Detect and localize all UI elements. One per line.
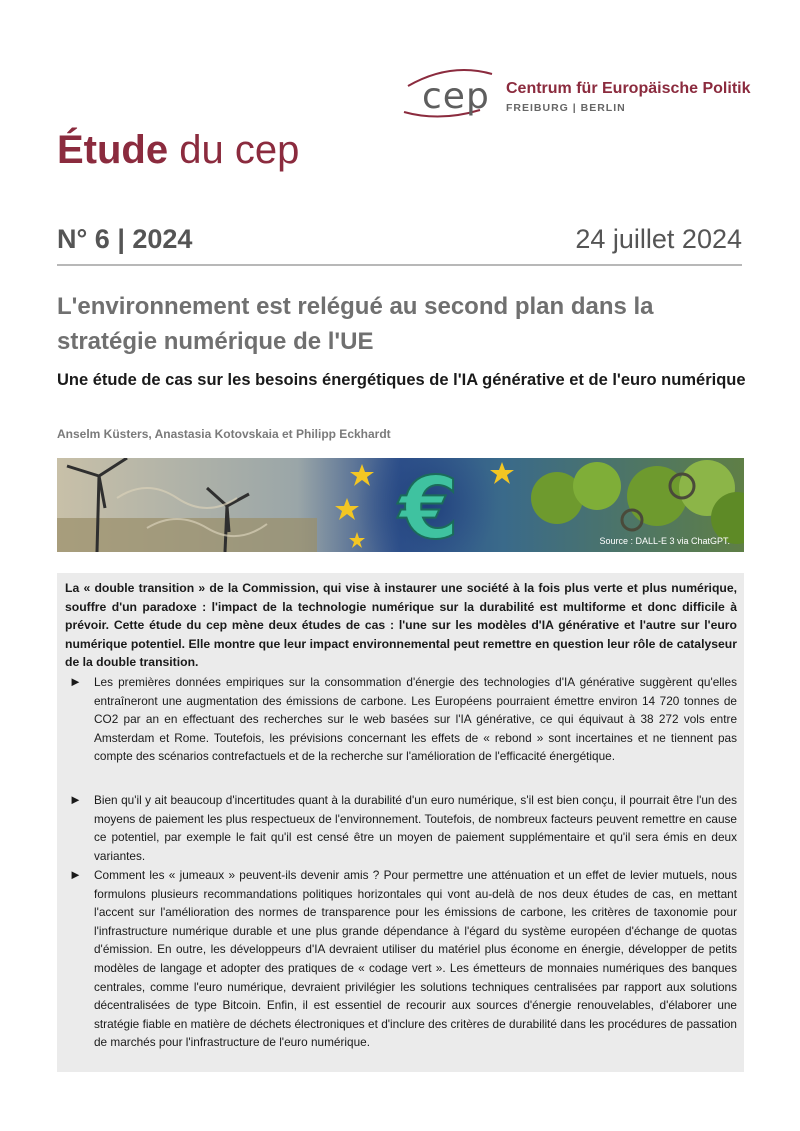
image-credit: Source : DALL-E 3 via ChatGPT. bbox=[599, 536, 730, 546]
bullet-arrow-icon: ► bbox=[69, 674, 82, 689]
issue-number: N° 6 | 2024 bbox=[57, 224, 193, 254]
logo-org-name: Centrum für Europäische Politik bbox=[506, 80, 751, 97]
cep-logo bbox=[400, 66, 760, 126]
doc-type-strong: Étude bbox=[57, 128, 169, 172]
bullet-text: Les premières données empiriques sur la consommation d'énergie des technologies d'IA générative suggèrent qu'elles entraîneront une augmentation des émissions de carbone. Les Européens pourraient émettre environ 14 720 tonnes de CO2 par an en effectuant des recherches sur le web basées sur l'IA générative, ce qui équivaut à 38 272 vols entre Amsterdam et Rome. Toutefois, les prévisions concernant les effets de « rebond » sont incertaines et ne tiennent pas compte des scénarios contrefactuels et de la recherche sur l'amélioration de l'efficacité énergétique. bbox=[94, 675, 737, 764]
document-subtitle: Une étude de cas sur les besoins énergétiques de l'IA générative et de l'euro numérique bbox=[57, 371, 746, 389]
bullet-arrow-icon: ► bbox=[69, 792, 82, 807]
bullet-text: Bien qu'il y ait beaucoup d'incertitudes quant à la durabilité d'un euro numérique, s'il est bien conçu, il pourrait être l'un des moyens de paiement les plus respectueux de l'environnement. Toutefois, de nombreux facteurs peuvent remettre en cause ce potentiel, par exemple le fait qu'il est censé être un moyen de paiement supplémentaire et qu'il sera émis en deux variantes. bbox=[94, 793, 737, 863]
document-title: L'environnement est relégué au second plan dans la stratégie numérique de l'UE bbox=[57, 293, 654, 355]
euro-icon bbox=[397, 459, 459, 552]
summary-box bbox=[57, 573, 744, 1072]
doc-type-heading bbox=[57, 128, 299, 173]
banner-image bbox=[57, 458, 744, 552]
doc-type-rest: du cep bbox=[168, 128, 300, 172]
issue-row bbox=[57, 224, 742, 266]
bullet-arrow-icon: ► bbox=[69, 867, 82, 882]
authors: Anselm Küsters, Anastasia Kotovskaia et Philipp Eckhardt bbox=[57, 427, 391, 441]
summary-intro: La « double transition » de la Commission, qui vise à instaurer une société à la fois plus verte et plus numérique, souffre d'un paradoxe : l'impact de la technologie numérique sur la durabilité est multiforme et donc difficile à prévoir. Cette étude du cep mène deux études de cas : l'une sur les modèles d'IA générative et l'autre sur l'euro numérique potentiel. Elle montre que leur impact environnemental peut remettre en question leur rôle de catalyseur de la double transition. bbox=[65, 581, 737, 670]
svg-text:€: € bbox=[399, 459, 459, 552]
issue-date: 24 juillet 2024 bbox=[575, 224, 742, 254]
logo-cities: FREIBURG | BERLIN bbox=[506, 102, 626, 114]
logo-mark-text: cep bbox=[422, 76, 490, 117]
bullet-text: Comment les « jumeaux » peuvent-ils devenir amis ? Pour permettre une atténuation et un effet de levier mutuels, nous formulons plusieurs recommandations politiques horizontales qui vont au-delà de nos deux études de cas, en mettant l'accent sur l'amélioration des normes de transparence pour les émissions de carbone, les critères de taxonomie pour l'infrastructure numérique durable et une plus grande dépendance à l'égard du système européen d'échange de quotas d'émission. En outre, les développeurs d'IA devraient utiliser du matériel plus économe en énergie, développer de petits modèles de langage et adopter des pratiques de « codage vert ». Les émetteurs de monnaies numériques des banques centrales, comme l'euro numérique, devraient privilégier les solutions techniques centralisées par rapport aux solutions décentralisées de type Bitcoin. Enfin, il est essentiel de recourir aux sources d'énergie renouvelables, d'élaborer une stratégie fiable en matière de déchets électroniques et d'inclure des critères de durabilité dans les procédures de passation de marchés pour l'infrastructure de l'euro numérique. bbox=[94, 868, 737, 1050]
